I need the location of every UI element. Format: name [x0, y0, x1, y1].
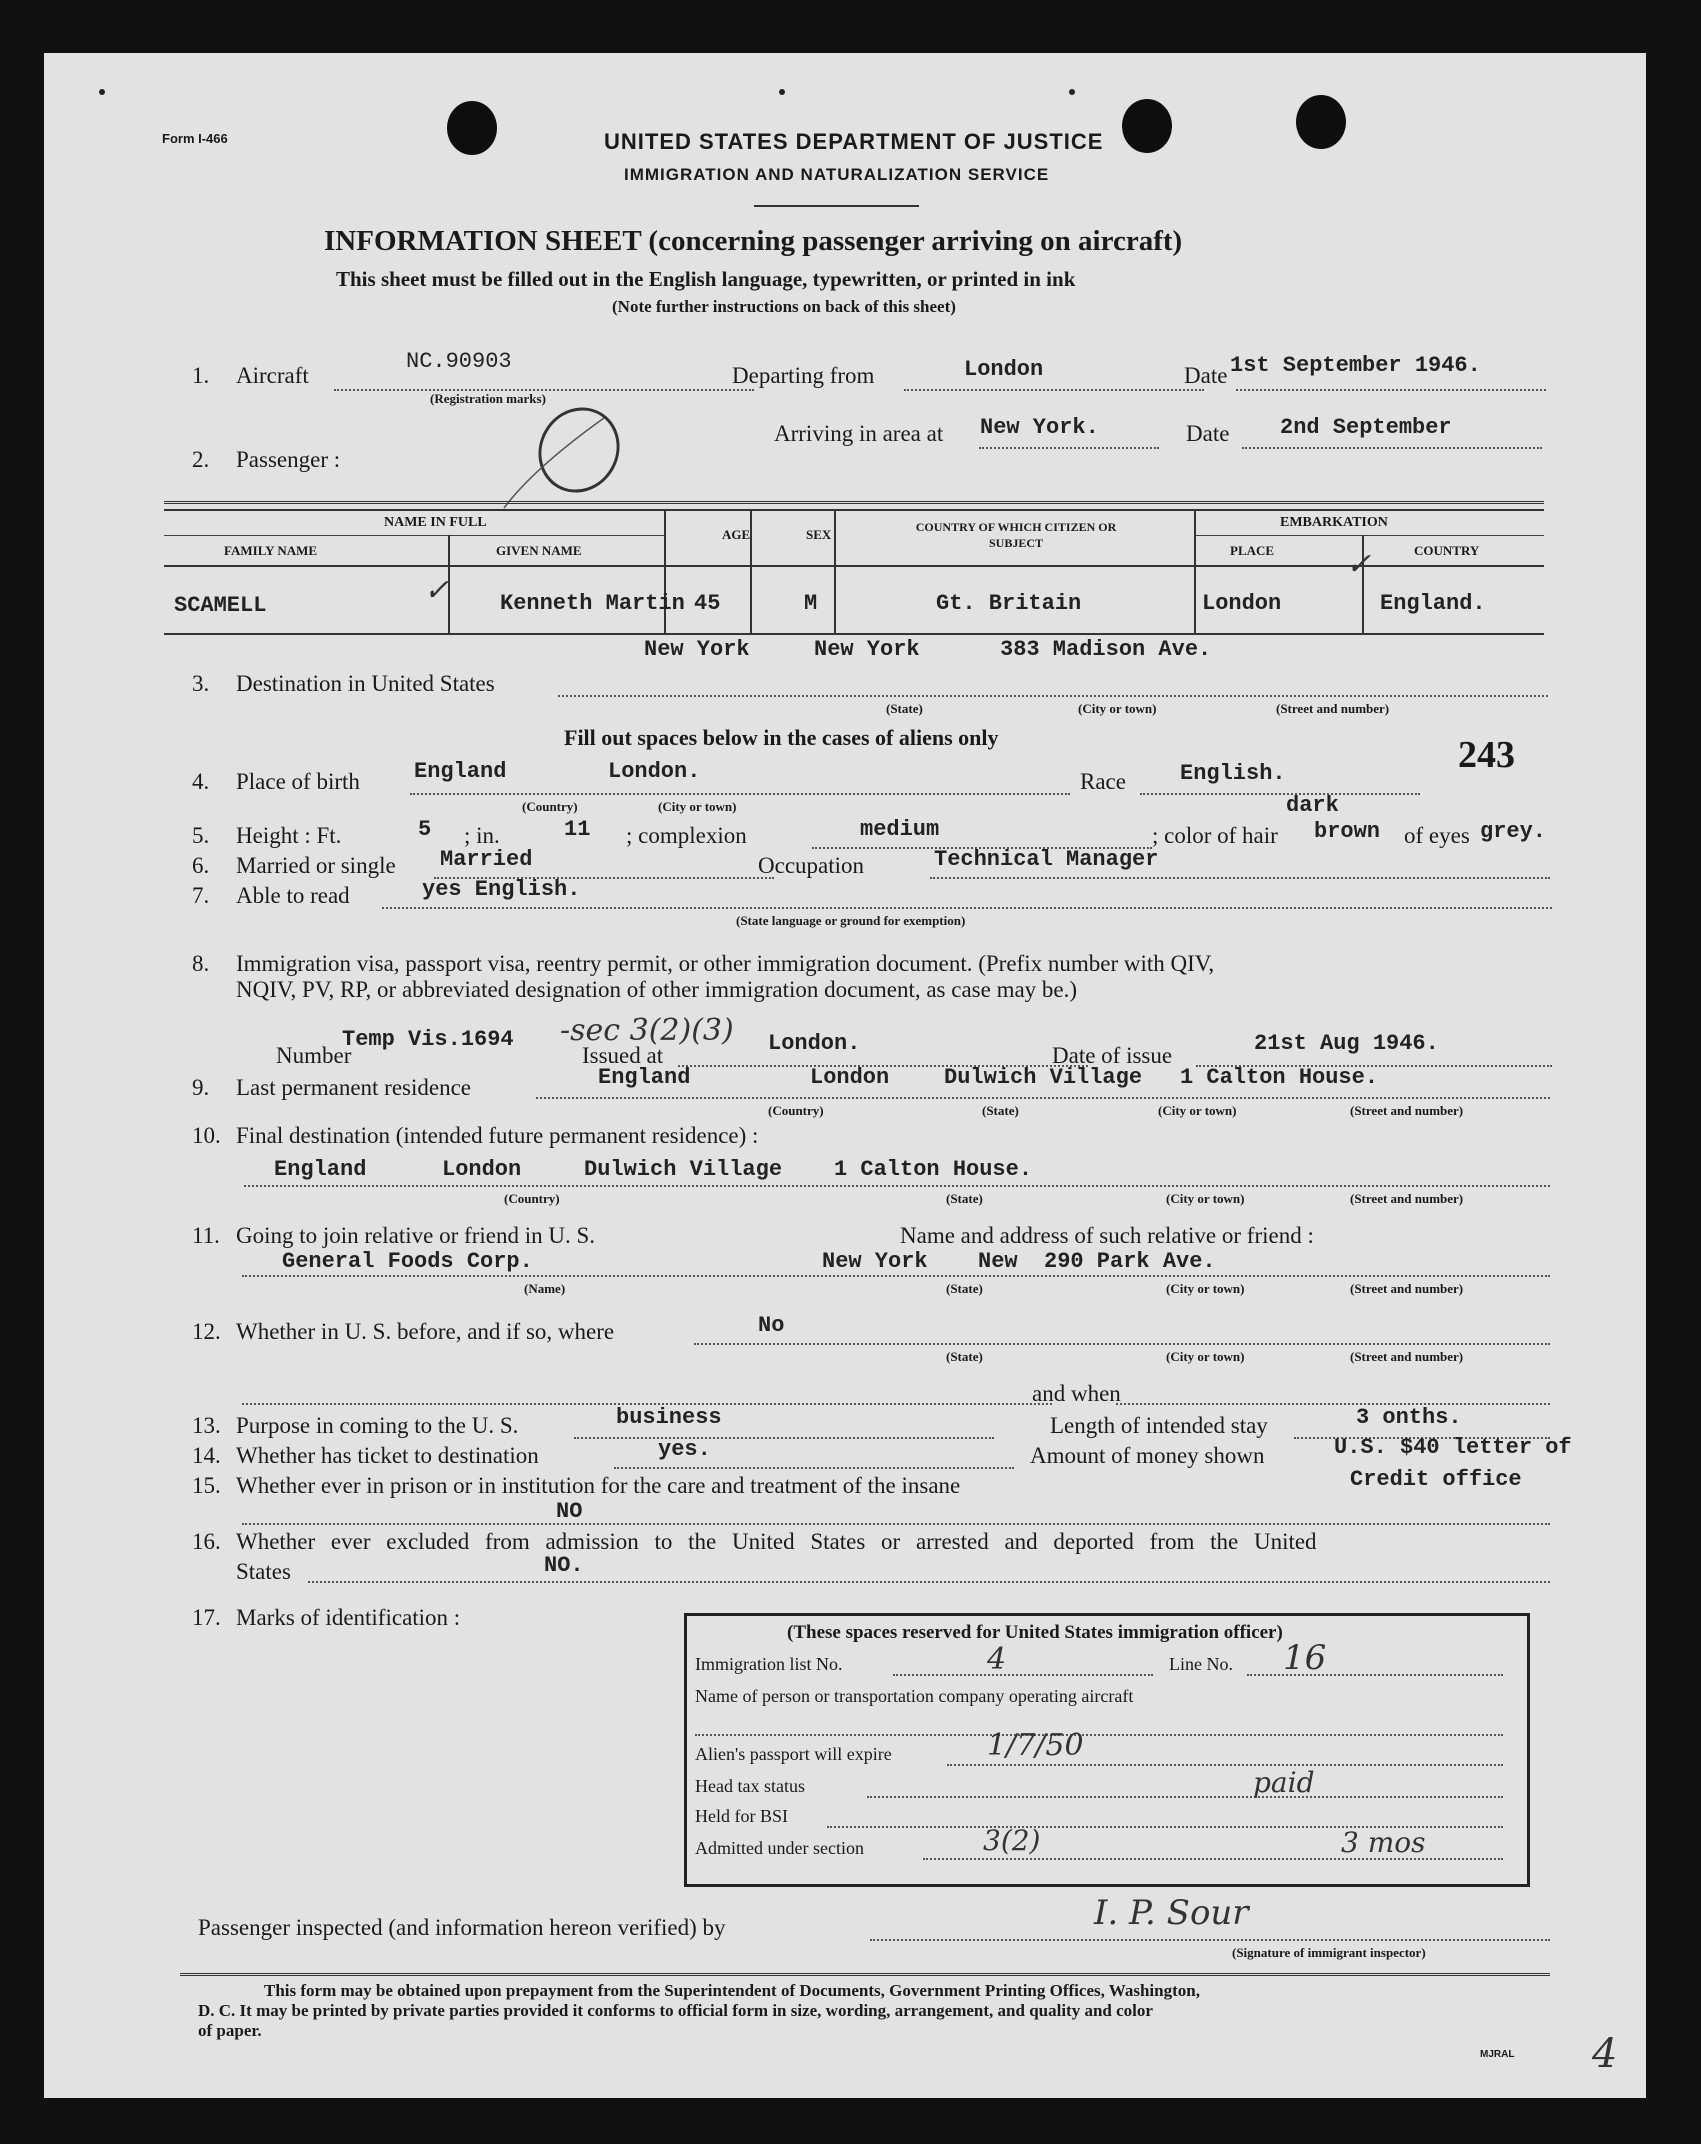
form-sheet — [44, 53, 1646, 2098]
eyes-value: grey. — [1480, 819, 1547, 844]
read-label: Able to read — [236, 883, 350, 908]
hair-label: ; color of hair — [1152, 823, 1278, 848]
item-number: 16. — [192, 1529, 221, 1554]
arriving-label: Arriving in area at — [774, 421, 944, 446]
money-value: U.S. $40 letter of — [1334, 1435, 1572, 1460]
company-label: Name of person or transportation company operating aircraft — [695, 1686, 1134, 1706]
race-value: English. — [1180, 761, 1286, 786]
friend-street: 290 Park Ave. — [1044, 1249, 1216, 1274]
inspector-signature: I. P. Sour — [1094, 1893, 1249, 1933]
check-mark: ✓ — [1346, 547, 1372, 582]
embark-country-value: England. — [1380, 591, 1486, 616]
place-value: London — [1202, 591, 1282, 616]
family-name-value: SCAMELL — [174, 593, 267, 618]
height-label: Height : Ft. — [236, 823, 342, 848]
form-number: Form I-466 — [162, 131, 228, 146]
dest-state: New York — [644, 637, 750, 662]
friend-city: New — [978, 1249, 1018, 1274]
officer-box-title: (These spaces reserved for United States immigration officer) — [787, 1622, 1283, 1643]
caption-state: (State) — [946, 1349, 983, 1364]
visa-text-1: Immigration visa, passport visa, reentry permit, or other immigration document. (Prefix number with QIV, — [236, 951, 1215, 976]
handwritten-note: -sec 3(2)(3) — [560, 1013, 734, 1048]
caption-city: (City or town) — [1166, 1191, 1245, 1206]
doi-value: 21st Aug 1946. — [1254, 1031, 1439, 1056]
headtax-value-handwritten: paid — [1253, 1766, 1315, 1799]
res-city: Dulwich Village — [944, 1065, 1143, 1090]
bsi-label: Held for BSI — [695, 1806, 788, 1826]
aliens-note: Fill out spaces below in the cases of aliens only — [564, 725, 999, 750]
married-value: Married — [440, 847, 533, 872]
occupation-value: Technical Manager — [934, 847, 1159, 872]
departure-date: 1st September 1946. — [1230, 353, 1481, 378]
excluded-label-2: States — [236, 1559, 291, 1584]
footer-line-1: This form may be obtained upon prepayment from the Superintendent of Documents, Government Printing Offices, Washington, — [264, 1981, 1200, 2000]
passenger-label: Passenger : — [236, 447, 341, 472]
departing-value: London — [964, 357, 1044, 382]
passport-label: Alien's passport will expire — [695, 1744, 892, 1764]
caption-country: (Country) — [504, 1191, 560, 1206]
line-value-handwritten: 16 — [1283, 1638, 1327, 1678]
caption-state: (State) — [886, 701, 923, 716]
check-mark: ✓ — [424, 573, 450, 608]
arrival-date: 2nd September — [1280, 415, 1452, 440]
th-place: PLACE — [1230, 543, 1275, 558]
height-in: 11 — [564, 817, 591, 842]
page-mark: 4 — [1592, 2031, 1618, 2077]
inches-label: ; in. — [464, 823, 500, 848]
page-title: INFORMATION SHEET (concerning passenger arriving on aircraft) — [324, 225, 1183, 257]
join-address-label: Name and address of such relative or friend : — [900, 1223, 1314, 1248]
caption-country: (Country) — [522, 799, 578, 814]
dest-street: 383 Madison Ave. — [1000, 637, 1212, 662]
birth-city: London. — [608, 759, 701, 784]
item-number: 1. — [192, 363, 210, 388]
item-number: 13. — [192, 1413, 221, 1438]
footer-rule — [180, 1973, 1550, 1976]
th-country-citizen: COUNTRY OF WHICH CITIZEN OR SUBJECT — [915, 520, 1117, 550]
read-caption: (State language or ground for exemption) — [736, 913, 966, 928]
list-value-handwritten: 4 — [987, 1642, 1007, 1677]
line-label: Line No. — [1169, 1654, 1233, 1674]
caption-street: (Street and number) — [1350, 1191, 1464, 1206]
money-value-2: Credit office — [1350, 1467, 1522, 1492]
caption-city: (City or town) — [1158, 1103, 1237, 1118]
item-number: 4. — [192, 769, 210, 794]
th-name-in-full: NAME IN FULL — [384, 515, 487, 530]
item-number: 14. — [192, 1443, 221, 1468]
passport-value-handwritten: 1/7/50 — [987, 1728, 1084, 1763]
item-number: 11. — [192, 1223, 220, 1248]
item-number: 2. — [192, 447, 210, 472]
number-label: Number — [276, 1043, 352, 1068]
table-top-rule — [164, 501, 1544, 504]
item-number: 17. — [192, 1605, 221, 1630]
dest-city: New York — [814, 637, 920, 662]
given-name-value: Kenneth Martin — [500, 591, 685, 616]
divider — [754, 205, 919, 207]
birth-country: England — [414, 759, 507, 784]
signature-caption: (Signature of immigrant inspector) — [1232, 1945, 1426, 1960]
purpose-label: Purpose in coming to the U. S. — [236, 1413, 519, 1438]
read-value: yes English. — [422, 877, 581, 902]
caption-state: (State) — [946, 1191, 983, 1206]
punch-hole — [447, 101, 497, 155]
prison-value: NO — [556, 1499, 583, 1524]
stay-value: 3 onths. — [1356, 1405, 1462, 1430]
th-given-name: GIVEN NAME — [496, 543, 582, 558]
list-label: Immigration list No. — [695, 1654, 843, 1674]
married-label: Married or single — [236, 853, 396, 878]
instructions: This sheet must be filled out in the English language, typewritten, or printed in ink — [336, 267, 1076, 291]
final-dest-label: Final destination (intended future permanent residence) : — [236, 1123, 759, 1148]
caption-state: (State) — [982, 1103, 1019, 1118]
item-number: 5. — [192, 823, 210, 848]
caption-street: (Street and number) — [1350, 1103, 1464, 1118]
item-number: 8. — [192, 951, 210, 976]
marks-label: Marks of identification : — [236, 1605, 461, 1630]
prison-label: Whether ever in prison or in institution for the care and treatment of the insane — [236, 1473, 961, 1498]
handwritten-zero-mark — [484, 398, 644, 518]
join-label: Going to join relative or friend in U. S. — [236, 1223, 595, 1248]
stay-label: Length of intended stay — [1050, 1413, 1268, 1438]
destination-label: Destination in United States — [236, 671, 495, 696]
speck — [779, 89, 785, 95]
final-street: 1 Calton House. — [834, 1157, 1033, 1182]
citizen-value: Gt. Britain — [936, 591, 1082, 616]
doi-label: Date of issue — [1052, 1043, 1173, 1068]
eyes-label: of eyes — [1404, 823, 1470, 848]
caption-city: (City or town) — [1166, 1349, 1245, 1364]
footer-code: MJRAL — [1480, 2049, 1515, 2060]
before-label: Whether in U. S. before, and if so, where — [236, 1319, 615, 1344]
birthplace-label: Place of birth — [236, 769, 360, 794]
caption-state: (State) — [946, 1281, 983, 1296]
service-title: IMMIGRATION AND NATURALIZATION SERVICE — [624, 165, 1050, 184]
th-sex: SEX — [806, 527, 832, 542]
footer-line-3: of paper. — [198, 2021, 262, 2040]
residence-label: Last permanent residence — [236, 1075, 471, 1100]
departing-label: Departing from — [732, 363, 875, 388]
stamp-number: 243 — [1458, 734, 1515, 776]
caption-street: (Street and number) — [1350, 1349, 1464, 1364]
final-country: England — [274, 1157, 367, 1182]
issued-value: London. — [768, 1031, 861, 1056]
item-number: 12. — [192, 1319, 221, 1344]
punch-hole — [1296, 95, 1346, 149]
caption-street: (Street and number) — [1350, 1281, 1464, 1296]
final-city: Dulwich Village — [584, 1157, 783, 1182]
ticket-label: Whether has ticket to destination — [236, 1443, 539, 1468]
section-label: Admitted under section — [695, 1838, 864, 1858]
inspected-label: Passenger inspected (and information hereon verified) by — [198, 1915, 726, 1940]
item-number: 15. — [192, 1473, 221, 1498]
occupation-label: Occupation — [758, 853, 865, 878]
speck — [1069, 89, 1075, 95]
th-embarkation: EMBARKATION — [1280, 515, 1388, 530]
punch-hole — [1122, 99, 1172, 153]
aircraft-label: Aircraft — [236, 363, 309, 388]
footer-line-2: D. C. It may be printed by private parties provided it conforms to official form in size, wording, arrangement, and quality and color — [198, 2001, 1153, 2020]
final-state: London — [442, 1157, 522, 1182]
item-number: 3. — [192, 671, 210, 696]
aircraft-value: NC.90903 — [406, 349, 512, 374]
visa-text-2: NQIV, PV, RP, or abbreviated designation of other immigration document, as case may be.) — [236, 977, 1078, 1002]
dept-title: UNITED STATES DEPARTMENT OF JUSTICE — [604, 129, 1104, 154]
res-street: 1 Calton House. — [1180, 1065, 1379, 1090]
race-label: Race — [1080, 769, 1126, 794]
visa-number: Temp Vis.1694 — [342, 1027, 514, 1052]
date-label: Date — [1184, 363, 1228, 388]
item-number: 10. — [192, 1123, 221, 1148]
caption-street: (Street and number) — [1276, 701, 1390, 716]
item-number: 9. — [192, 1075, 210, 1100]
purpose-value: business — [616, 1405, 722, 1430]
note: (Note further instructions on back of this sheet) — [612, 297, 956, 316]
th-country: COUNTRY — [1414, 543, 1480, 558]
headtax-label: Head tax status — [695, 1776, 805, 1796]
officer-box — [684, 1613, 1530, 1887]
excluded-value: NO. — [544, 1553, 584, 1578]
reg-caption: (Registration marks) — [430, 391, 546, 406]
res-country: England — [598, 1065, 691, 1090]
hair-value: brown — [1314, 819, 1381, 844]
friend-state: New York — [822, 1249, 928, 1274]
excluded-label: Whether ever excluded from admission to the United States or arrested and deported from the United — [236, 1529, 1317, 1554]
dark-note: dark — [1286, 793, 1339, 818]
money-label: Amount of money shown — [1030, 1443, 1265, 1468]
issued-label: Issued at — [582, 1043, 664, 1068]
caption-city: (City or town) — [1078, 701, 1157, 716]
height-ft: 5 — [418, 817, 432, 842]
sex-value: M — [804, 591, 818, 616]
ticket-value: yes. — [658, 1437, 711, 1462]
arrival-date-label: Date — [1186, 421, 1230, 446]
before-value: No — [758, 1313, 785, 1338]
th-family-name: FAMILY NAME — [224, 543, 318, 558]
th-age: AGE — [722, 527, 751, 542]
speck — [99, 89, 105, 95]
arriving-value: New York. — [980, 415, 1099, 440]
friend-name: General Foods Corp. — [282, 1249, 533, 1274]
age-value: 45 — [694, 591, 721, 616]
item-number: 6. — [192, 853, 210, 878]
caption-city: (City or town) — [1166, 1281, 1245, 1296]
caption-city: (City or town) — [658, 799, 737, 814]
complexion-value: medium — [860, 817, 940, 842]
and-when-label: and when — [1032, 1381, 1121, 1406]
item-number: 7. — [192, 883, 210, 908]
section-duration-handwritten: 3 mos — [1341, 1826, 1426, 1859]
caption-country: (Country) — [768, 1103, 824, 1118]
complexion-label: ; complexion — [626, 823, 747, 848]
caption-name: (Name) — [524, 1281, 566, 1296]
section-value-handwritten: 3(2) — [983, 1824, 1041, 1857]
res-state: London — [810, 1065, 890, 1090]
